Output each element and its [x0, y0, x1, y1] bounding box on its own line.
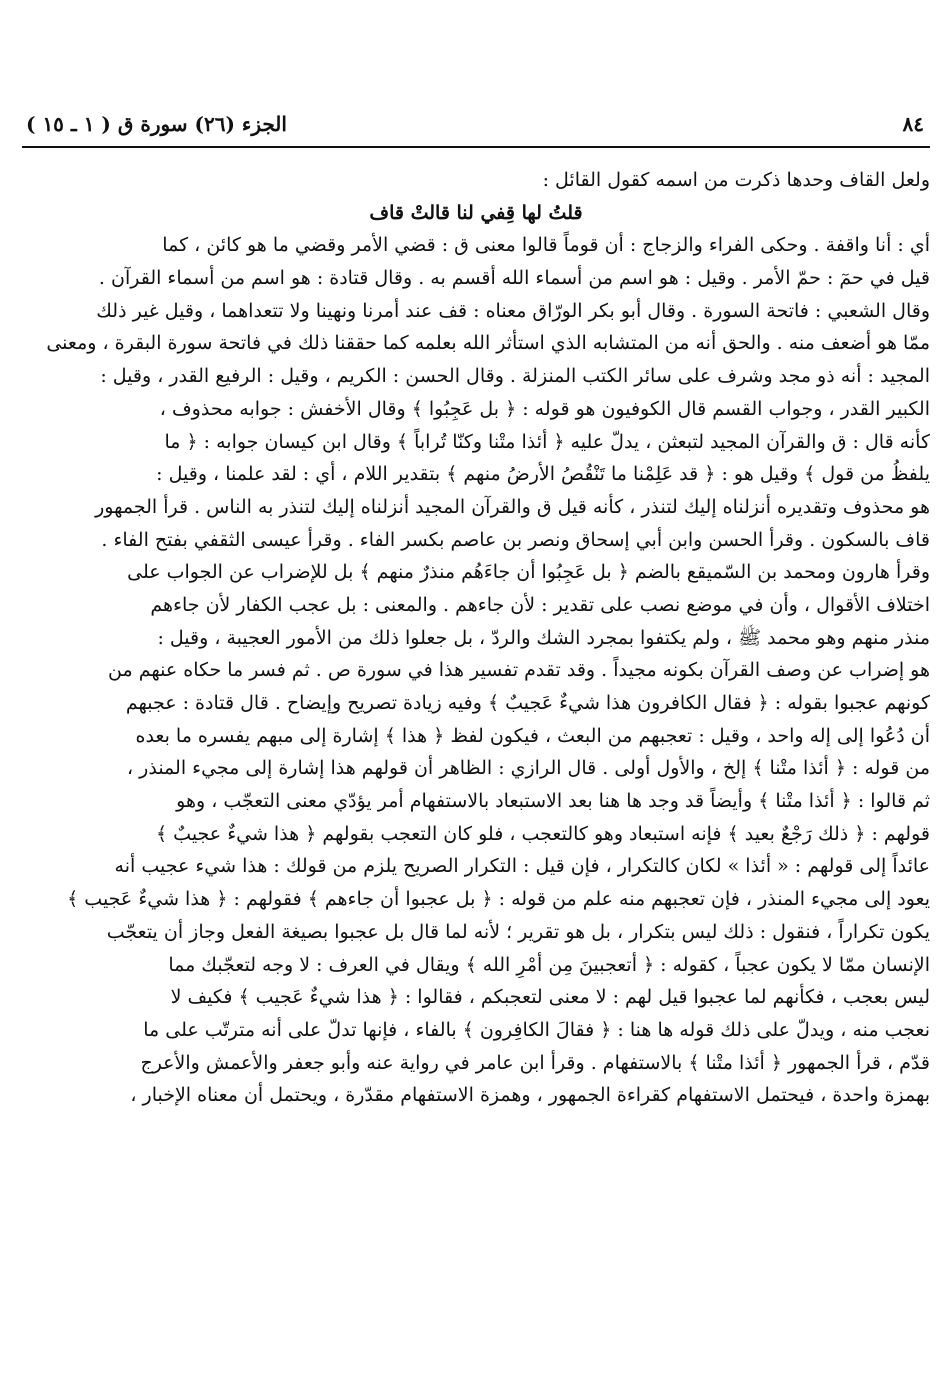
text-line: من قوله : ﴿ أئذا متْنا ﴾ إلخ ، والأول أولى . قال الرازي : الظاهر أن قولهم هذا إشارة إلى مجيء المنذر ،	[127, 757, 930, 780]
text-line: قيل في حمٓ : حمّ الأمر . وقيل : هو اسم من أسماء الله أقسم به . وقال قتادة : هو اسم من أسماء القرآن .	[98, 267, 930, 290]
body-text	[22, 164, 930, 1112]
text-line: منذر منهم وهو محمد ﷺ ، ولم يكتفوا بمجرد الشك والردّ ، بل جعلوا ذلك من الأمور العجيبة ، وقيل :	[157, 626, 930, 649]
text-line: المجيد : أنه ذو مجد وشرف على سائر الكتب المنزلة . وقال الحسن : الكريم ، وقيل : الرفيع القدر ، وقيل :	[100, 365, 930, 388]
text-line: عائداً إلى قولهم : « أئذا » لكان كالتكرار ، فإن قيل : التكرار الصريح يلزم من قولك : هذا شيء عجيب أنه	[114, 855, 930, 878]
text-line: قاف بالسكون . وقرأ الحسن وابن أبي إسحاق ونصر بن عاصم بكسر الفاء . وقرأ عيسى الثقفي بفتح الفاء .	[101, 528, 930, 551]
text-line: اختلاف الأقوال ، وأن في موضع نصب على تقدير : لأن جاءهم . والمعنى : بل عجب الكفار لأن جاءهم	[150, 593, 930, 616]
text-line: يكون تكراراً ، فنقول : ذلك ليس بتكرار ، بل هو تقرير ؛ لأنه لما قال بل عجبوا بصيغة الفعل وجاز أن يتعجّب	[106, 920, 930, 943]
text-line: قولهم : ﴿ ذلك رَجْعٌ بعيد ﴾ فإنه استبعاد وهو كالتعجب ، فلو كان التعجب بقولهم ﴿ هذا شيءٌ عجيبٌ ﴾	[155, 822, 930, 845]
header-rule	[22, 146, 930, 148]
text-line: كأنه قال : ق والقرآن المجيد لتبعثن ، يدلّ عليه ﴿ أئذا متْنا وكنّا تُراباً ﴾ وقال ابن كيسان جوابه : ﴿ ما	[164, 430, 930, 453]
text-line: هو محذوف وتقديره أنزلناه إليك لتنذر ، كأنه قيل ق والقرآن المجيد أنزلناه إليك لتنذر به الناس . قرأ الجمهور	[95, 495, 930, 518]
page-number: ٨٤	[902, 112, 924, 136]
text-line: ليس بعجب ، فكأنهم لما عجبوا قيل لهم : لا معنى لتعجبكم ، فقالوا : ﴿ هذا شيءٌ عَجيب ﴾ فكيف لا	[170, 986, 930, 1009]
text-line: وقال الشعبي : فاتحة السورة . وقال أبو بكر الورّاق معناه : قف عند أمرنا ونهينا ولا تتعداهما ، وقيل غير ذلك	[96, 299, 930, 322]
page-header	[22, 112, 930, 142]
text-line: الإنسان ممّا لا يكون عجباً ، كقوله : ﴿ أتعجبينَ مِن أمْرِ الله ﴾ ويقال في العرف : لا وجه لتعجّبك مما	[168, 953, 930, 976]
running-title: الجزء (٢٦) سورة ق ( ١ ـ ١٥ )	[26, 112, 287, 136]
text-line: قدّم ، قرأ الجمهور ﴿ أئذا متْنا ﴾ بالاستفهام . وقرأ ابن عامر في رواية عنه وأبو جعفر والأعمش والأعرج	[140, 1051, 930, 1074]
text-line: ولعل القاف وحدها ذكرت من اسمه كقول القائل :	[542, 169, 930, 191]
text-line: وقرأ هارون ومحمد بن السّميقع بالضم ﴿ بل عَجِبُوا أن جاءَهُم منذرٌ منهم ﴾ بل للإضراب عن الجواب على	[127, 561, 930, 584]
text-line: يلفظُ من قول ﴾ وقيل هو : ﴿ قد عَلِمْنا ما تَنْقُصُ الأرضُ منهم ﴾ بتقدير اللام ، أي : لقد علمنا ، وقيل :	[156, 463, 930, 486]
poetry-verse: قلتُ لها قِفي لنا قالتْ قاف	[369, 201, 583, 224]
text-line: أي : أنا واقفة . وحكى الفراء والزجاج : أن قوماً قالوا معنى ق : قضي الأمر وقضي ما هو كائن ، كما	[162, 234, 930, 257]
text-line: كونهم عجبوا بقوله : ﴿ فقال الكافرون هذا شيءٌ عَجيبٌ ﴾ وفيه زيادة تصريح وإيضاح . قال قتادة : عجبهم	[125, 692, 930, 714]
text-line: الكبير القدر ، وجواب القسم قال الكوفيون هو قوله : ﴿ بل عَجِبُوا ﴾ وقال الأخفش : جوابه محذوف ،	[159, 397, 930, 420]
text-line: نعجب منه ، ويدلّ على ذلك قوله ها هنا : ﴿ فقالَ الكافِرون ﴾ بالفاء ، فإنها تدلّ على أنه مترتّب على ما	[143, 1018, 930, 1041]
text-line: ممّا هو أضعف منه . والحق أنه من المتشابه الذي استأثر الله بعلمه كما حققنا ذلك في فاتحة سورة البقرة ، ومعنى	[46, 332, 930, 355]
text-line: يعود إلى مجيء المنذر ، فإن تعجبهم منه علم من قوله : ﴿ بل عجبوا أن جاءهم ﴾ فقولهم : ﴿ هذا شيءٌ عَجيب ﴾	[67, 888, 930, 911]
text-line: أن دُعُوا إلى إله واحد ، وقيل : تعجبهم من البعث ، فيكون لفظ ﴿ هذا ﴾ إشارة إلى مبهم يفسره ما بعده	[135, 724, 930, 747]
text-line: هو إضراب عن وصف القرآن بكونه مجيداً . وقد تقدم تفسير هذا في سورة ص . ثم فسر ما حكاه عنهم من	[108, 659, 930, 682]
text-line: ثم قالوا : ﴿ أئذا متْنا ﴾ وأيضاً قد وجد ها هنا بعد الاستبعاد بالاستفهام أمر يؤدّي معنى التعجّب ، وهو	[176, 790, 930, 813]
text-line: بهمزة واحدة ، فيحتمل الاستفهام كقراءة الجمهور ، وهمزة الاستفهام مقدّرة ، ويحتمل أن معناه الإخبار ،	[130, 1084, 930, 1107]
